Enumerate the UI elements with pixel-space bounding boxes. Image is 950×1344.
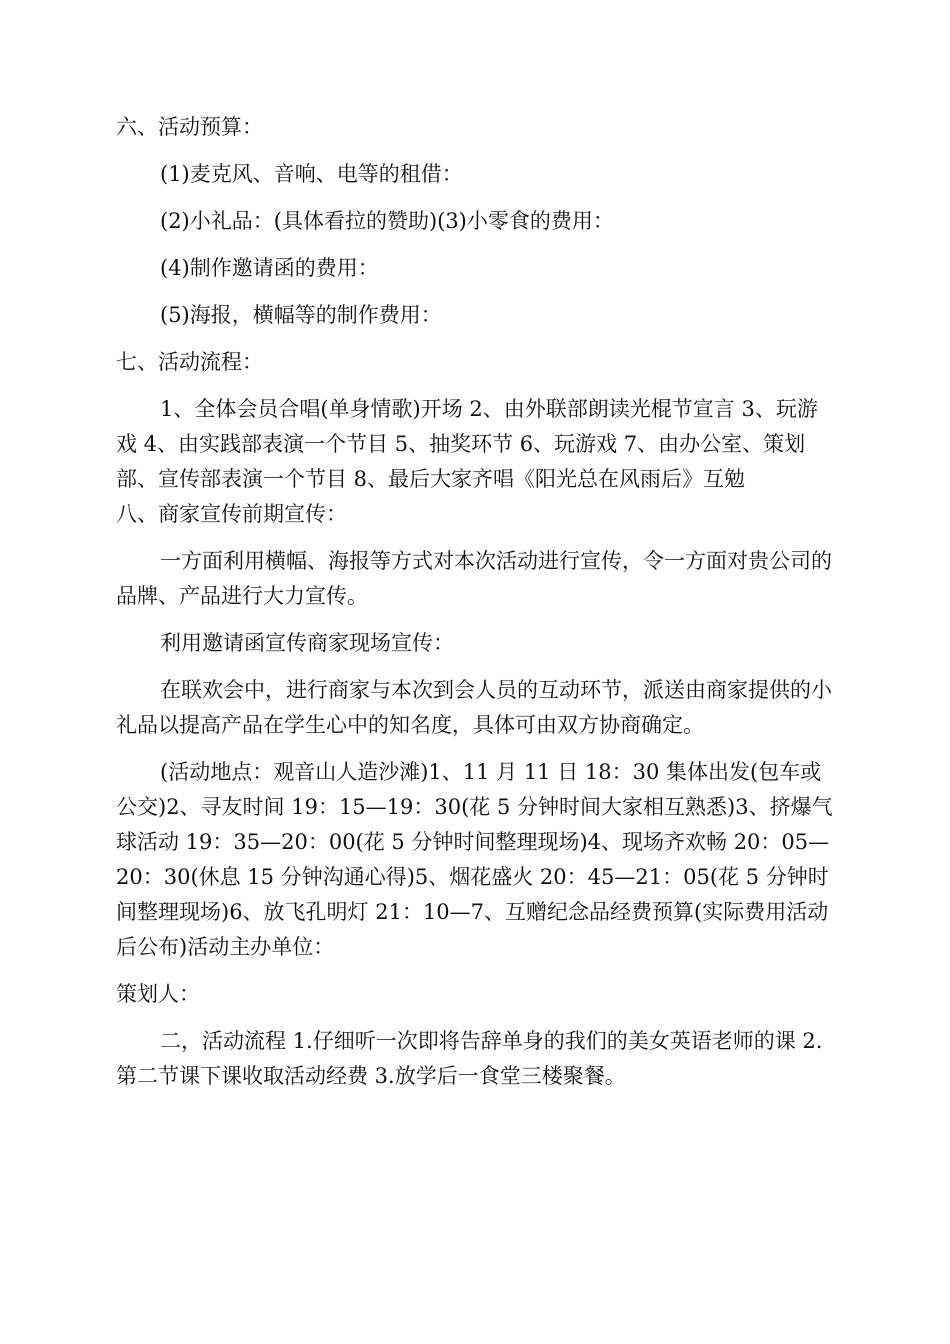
process-paragraph: 1、全体会员合唱(单身情歌)开场 2、由外联部朗读光棍节宣言 3、玩游戏 4、由实践部表演一个节目 5、抽奖环节 6、玩游戏 7、由办公室、策划部、宣传部表演一个节目 8、最后大家齐唱《阳光总在风雨后》互勉 <box>116 397 818 491</box>
budget-item-4: (4)制作邀请函的费用： <box>160 256 379 280</box>
section-heading-process: 七、活动流程： <box>116 350 263 374</box>
interaction-paragraph: 在联欢会中，进行商家与本次到会人员的互动环节，派送由商家提供的小礼品以提高产品在学生心中的知名度，具体可由双方协商确定。 <box>116 678 832 737</box>
section-heading-promotion: 八、商家宣传前期宣传： <box>116 502 347 526</box>
class-activity-paragraph: 二，活动流程 1.仔细听一次即将告辞单身的我们的美女英语老师的课 2.第二节课下课收取活动经费 3.放学后一食堂三楼聚餐。 <box>116 1029 823 1088</box>
promotion-paragraph: 一方面利用横幅、海报等方式对本次活动进行宣传，令一方面对贵公司的品牌、产品进行大力宣传。 <box>116 549 832 608</box>
budget-item-5: (5)海报，横幅等的制作费用： <box>160 303 442 327</box>
invitation-paragraph: 利用邀请函宣传商家现场宣传： <box>160 631 454 655</box>
budget-item-2-3: (2)小礼品：(具体看拉的赞助)(3)小零食的费用： <box>160 209 614 233</box>
schedule-paragraph: (活动地点：观音山人造沙滩)1、11 月 11 日 18：30 集体出发(包车或公交)2、寻友时间 19：15—19：30(花 5 分钟时间大家相互熟悉)3、挤爆气球活动 19：35—20：00(花 5 分钟时间整理现场)4、现场齐欢畅 20：05—20：30(休息 15 分钟沟通心得)5、烟花盛火 20：45—21：05(花 5 分钟时间整理现场)6、放飞孔明灯 21：10—7、互赠纪念品经费预算(实际费用活动后公布)活动主办单位： <box>116 760 833 959</box>
section-heading-budget: 六、活动预算： <box>116 115 263 139</box>
planner-line: 策划人： <box>116 982 200 1006</box>
budget-item-1: (1)麦克风、音响、电等的租借： <box>160 162 463 186</box>
document-body <box>116 110 836 1106</box>
